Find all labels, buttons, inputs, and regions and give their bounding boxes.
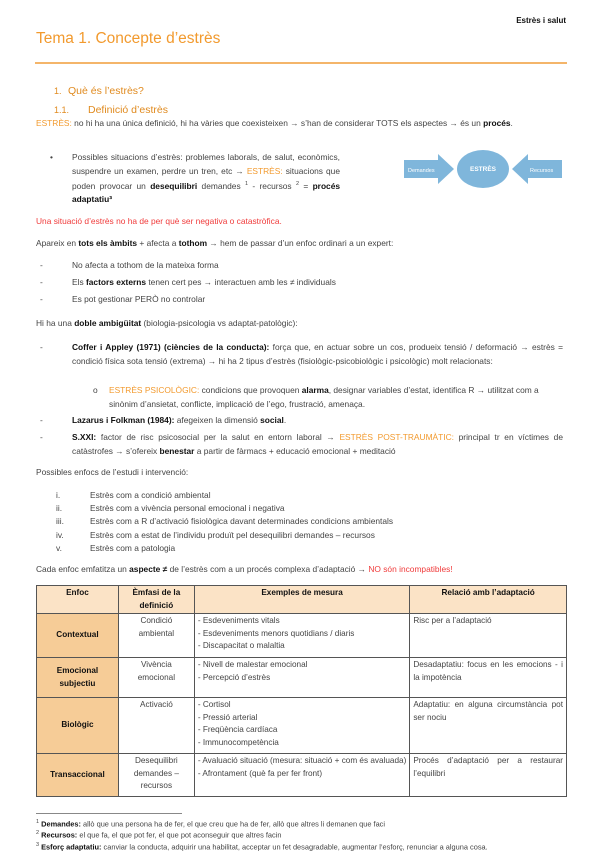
- running-header: Estrès i salut: [516, 16, 566, 25]
- heading-number: 1.: [54, 86, 62, 96]
- sub-list-item: o ESTRÈS PSICOLÒGIC: condicions que provoquen alarma, designar variables d’estat, identifica R → utilitzat com a sinònim d’ansietat, conflicte, implicació de l’ego, frustració, amenaça.: [93, 385, 539, 409]
- footnote-text: allò que una persona ha de fer, el que creu que ha de fer, allò que altres li demanen que faci: [80, 819, 386, 829]
- cell-emfasi: Desequilibri demandes – recursos: [118, 754, 194, 797]
- text-run: Apareix en: [36, 238, 79, 248]
- text-run: , designar variables d’estat, identifica R → utilitzat com a sinònim d’ansietat, conflicte, implicació de l’ego, frustració, amenaça.: [109, 385, 539, 409]
- footnote-number: 2: [36, 830, 40, 837]
- heading-1-1: [54, 104, 168, 116]
- approaches-table: [36, 585, 567, 797]
- paragraph-warning: [36, 214, 568, 228]
- cell-exemples: [194, 658, 410, 698]
- text-run: Possibles enfocs de l’estudi i intervenció:: [36, 467, 189, 477]
- text-run: (biologia-psicologia vs adaptat-patològic):: [141, 318, 298, 328]
- text-run: Lazarus i Folkman (1984):: [72, 415, 175, 425]
- text-run: factors externs: [85, 277, 147, 287]
- text-run: factor de risc psicosocial per la salut en entorn laboral →: [96, 432, 340, 442]
- roman-list-item: [56, 542, 393, 555]
- item-numeral: iv.: [56, 529, 64, 540]
- text-run: no hi ha una única definició, hi ha vàries que coexisteixen → s’han de considerar TOTS els aspectes → és un: [71, 118, 484, 128]
- paragraph-enfocs: [36, 465, 568, 479]
- cell-emfasi: Activació: [118, 698, 194, 754]
- measure-example: - Percepció d’estrès: [197, 672, 271, 682]
- text-run: ESTRÈS POST-TRAUMÀTIC:: [339, 432, 454, 442]
- heading-1: [54, 85, 144, 97]
- text-run: procés: [483, 118, 511, 128]
- cell-enfoc: Biològic: [37, 698, 119, 754]
- text-run: doble ambigüitat: [74, 318, 142, 328]
- table-row: [37, 658, 567, 698]
- item-text: Estrès com a condició ambiental: [90, 490, 211, 500]
- title-rule: [35, 62, 567, 64]
- text-run: → hem de passar d’un enfoc ordinari a un expert:: [207, 238, 394, 248]
- footnote-number: 1: [36, 819, 40, 825]
- measure-example: - Immunocompetència: [197, 737, 279, 747]
- text-run: Coffer i Appley (1971) (ciències de la conducta):: [72, 342, 270, 352]
- item-text: Estrès com a R d’activació fisiològica davant determinades condicions ambientals: [90, 516, 394, 527]
- item-text: Estrès com a vivència personal emocional i negativa: [90, 503, 285, 514]
- table-row: [37, 614, 567, 658]
- list-item: - S.XXI: factor de risc psicosocial per la salut en entorn laboral → ESTRÈS POST-TRAUMÀTIC: principal tr en víctimes de catàstrofes → s’ofereix benestar a partir de fàrmacs + educació emocional + meditació: [40, 432, 563, 456]
- list-item: - No afecta a tothom de la mateixa forma: [40, 260, 219, 270]
- footnote: [36, 818, 566, 829]
- demandes-label: Demandes: [408, 168, 435, 174]
- list-item: - Els factors externs tenen cert pes → interactuen amb les ≠ individuals: [40, 277, 336, 287]
- text-run: alarma: [301, 385, 329, 395]
- footnote-term: Recursos:: [41, 830, 78, 840]
- bullet-text: [72, 152, 340, 204]
- text-run: de l’estrès com a un procés complexa d’adaptació →: [167, 564, 369, 574]
- text-run: 2: [295, 181, 299, 187]
- text-run: =: [299, 180, 313, 191]
- heading-text: Definició d’estrès: [88, 104, 168, 116]
- footnote-number: 3: [36, 841, 40, 848]
- footnote: [36, 841, 566, 852]
- text-run: + afecta a: [137, 238, 179, 248]
- item-numeral: i.: [56, 490, 61, 500]
- list-item: - Lazarus i Folkman (1984): afegeixen la dimensió social.: [40, 415, 287, 425]
- text-run: .: [510, 118, 513, 128]
- list-item: - Coffer i Appley (1971) (ciències de la conducta): força que, en actuar sobre un cos, produeix tensió / deformació → estrès = condició física sota tensió (extrema) → hi ha 2 tipus d’estrès (fisiològic-psicobiològic i psicològic) molt relacionats:: [40, 342, 563, 366]
- text-run: Els: [72, 277, 86, 287]
- item-text: Estrès com a estat de l’individu produït pel desequilibri demandes – recursos: [90, 529, 375, 540]
- heading-number: 1.1.: [54, 105, 70, 115]
- text-run: S.XXI:: [72, 432, 97, 442]
- footnote-text: canviar la conducta, adquirir una habilitat, acceptar un fet desagradable, augmentar l’esforç, renunciar a alguna cosa.: [101, 842, 488, 851]
- cell-emfasi: Vivència emocional: [118, 658, 194, 698]
- paragraph-cada-enfoc: [36, 562, 568, 576]
- cell-exemples: [194, 614, 410, 658]
- item-numeral: iii.: [56, 516, 64, 527]
- measure-example: - Cortisol: [197, 700, 231, 709]
- text-run: Una situació d’estrès no ha de per què ser negativa o catastròfica.: [36, 216, 282, 226]
- paragraph-ambits: [36, 236, 568, 250]
- approaches-table-wrap: [36, 585, 567, 797]
- text-run: tots els àmbits: [78, 238, 138, 248]
- cell-exemples: [194, 754, 410, 797]
- measure-example: - Avaluació situació (mesura: situació + com és avaluada): [197, 756, 407, 765]
- list-item: - Es pot gestionar PERÒ no controlar: [40, 294, 206, 304]
- text-run: força que, en actuar sobre un cos, produeix tensió / deformació → estrès = condició física sota tensió (extrema) → hi ha 2 tipus d’estrès (fisiològic-psicobiològic i psicològic) molt relacionats:: [72, 342, 563, 366]
- text-run: principal tr en víctimes de catàstrofes → s’ofereix: [72, 432, 563, 456]
- table-row: [37, 698, 567, 754]
- text-run: desequilibri: [150, 180, 198, 191]
- footnote-rule: [36, 813, 182, 814]
- estres-label: ESTRÈS: [469, 166, 497, 173]
- footnote: [36, 829, 566, 840]
- text-run: tothom: [178, 238, 208, 248]
- text-run: ESTRÈS PSICOLÒGIC:: [109, 385, 200, 395]
- paragraph-ambiguitat: [36, 316, 568, 330]
- col-header: Exemples de mesura: [194, 586, 410, 614]
- text-run: Es pot gestionar PERÒ no controlar: [72, 294, 206, 304]
- footnote-term: Demandes:: [41, 819, 81, 829]
- cell-enfoc: Contextual: [37, 614, 119, 658]
- text-run: benestar: [159, 445, 195, 456]
- item-text: Estrès com a patologia: [90, 542, 176, 553]
- cell-enfoc: Transaccional: [37, 754, 119, 797]
- text-run: aspecte ≠: [129, 564, 168, 574]
- measure-example: - Esdeveniments menors quotidians / diaris: [197, 628, 355, 638]
- text-run: tenen cert pes → interactuen amb les ≠ individuals: [146, 277, 336, 287]
- footnote-term: Esforç adaptatiu:: [41, 842, 102, 851]
- cell-relacio: Adaptatiu: en alguna circumstància pot ser nociu: [410, 698, 567, 754]
- bullet-icon: •: [50, 152, 53, 162]
- text-run: ESTRÈS:: [36, 118, 72, 128]
- measure-example: - Pressió arterial: [197, 712, 258, 722]
- roman-list-item: [56, 489, 393, 502]
- roman-list-item: [56, 515, 393, 528]
- text-run: Cada enfoc emfatitza un: [36, 564, 130, 574]
- text-run: social: [260, 415, 284, 425]
- col-header: Enfoc: [37, 586, 119, 614]
- text-run: .: [283, 415, 287, 425]
- text-run: No afecta a tothom de la mateixa forma: [72, 260, 219, 270]
- col-header: Èmfasi de la definició: [118, 586, 194, 614]
- measure-example: - Freqüència cardíaca: [197, 725, 278, 734]
- cell-exemples: [194, 698, 410, 754]
- cell-emfasi: Condició ambiental: [118, 614, 194, 658]
- text-run: ESTRÈS:: [246, 165, 283, 176]
- text-run: procés adaptatiu³: [72, 180, 341, 205]
- cell-relacio: Risc per a l’adaptació: [410, 614, 567, 658]
- paragraph-definition: [36, 116, 568, 130]
- text-run: Hi ha una: [36, 318, 75, 328]
- text-run: Possibles situacions d’estrès: problemes laborals, de salut, econòmics, suspendre un examen, perdre un tren, etc →: [72, 152, 340, 176]
- table-row: [37, 754, 567, 797]
- text-run: a partir de fàrmacs + educació emocional + meditació: [194, 445, 396, 456]
- bullet-situations: [50, 151, 341, 207]
- heading-text: Què és l’estrès?: [68, 85, 144, 97]
- footnote-text: el que fa, el que pot fer, el que pot aconseguir que altres facin: [77, 830, 282, 840]
- roman-list-item: [56, 502, 393, 515]
- cell-enfoc: Emocional subjectiu: [37, 658, 119, 698]
- page-title: Tema 1. Concepte d’estrès: [36, 30, 221, 47]
- roman-list-item: [56, 529, 393, 542]
- item-numeral: ii.: [56, 503, 63, 514]
- text-run: 1: [244, 181, 249, 187]
- text-run: condicions que provoquen: [199, 385, 302, 395]
- item-numeral: v.: [56, 542, 62, 553]
- col-header: Relació amb l’adaptació: [410, 586, 567, 614]
- measure-example: - Afrontament (què fa per fer front): [197, 768, 323, 778]
- stress-balance-diagram: [404, 150, 562, 188]
- footnotes: [36, 818, 566, 852]
- cell-relacio: Procés d’adaptació per a restaurar l’equilibri: [410, 754, 567, 797]
- recursos-label: Recursos: [530, 168, 554, 174]
- roman-list: [56, 489, 393, 555]
- text-run: situacions que poden provocar un: [72, 165, 340, 191]
- text-run: NO són incompatibles!: [368, 564, 453, 574]
- measure-example: - Nivell de malestar emocional: [197, 660, 308, 669]
- text-run: demandes: [197, 180, 245, 191]
- text-run: afegeixen la dimensió: [174, 415, 261, 425]
- measure-example: - Esdeveniments vitals: [197, 616, 280, 625]
- measure-example: - Discapacitat o malaltia: [197, 641, 285, 650]
- cell-relacio: Desadaptatiu: focus en les emocions - i la impotència: [410, 658, 567, 698]
- text-run: - recursos: [248, 180, 296, 191]
